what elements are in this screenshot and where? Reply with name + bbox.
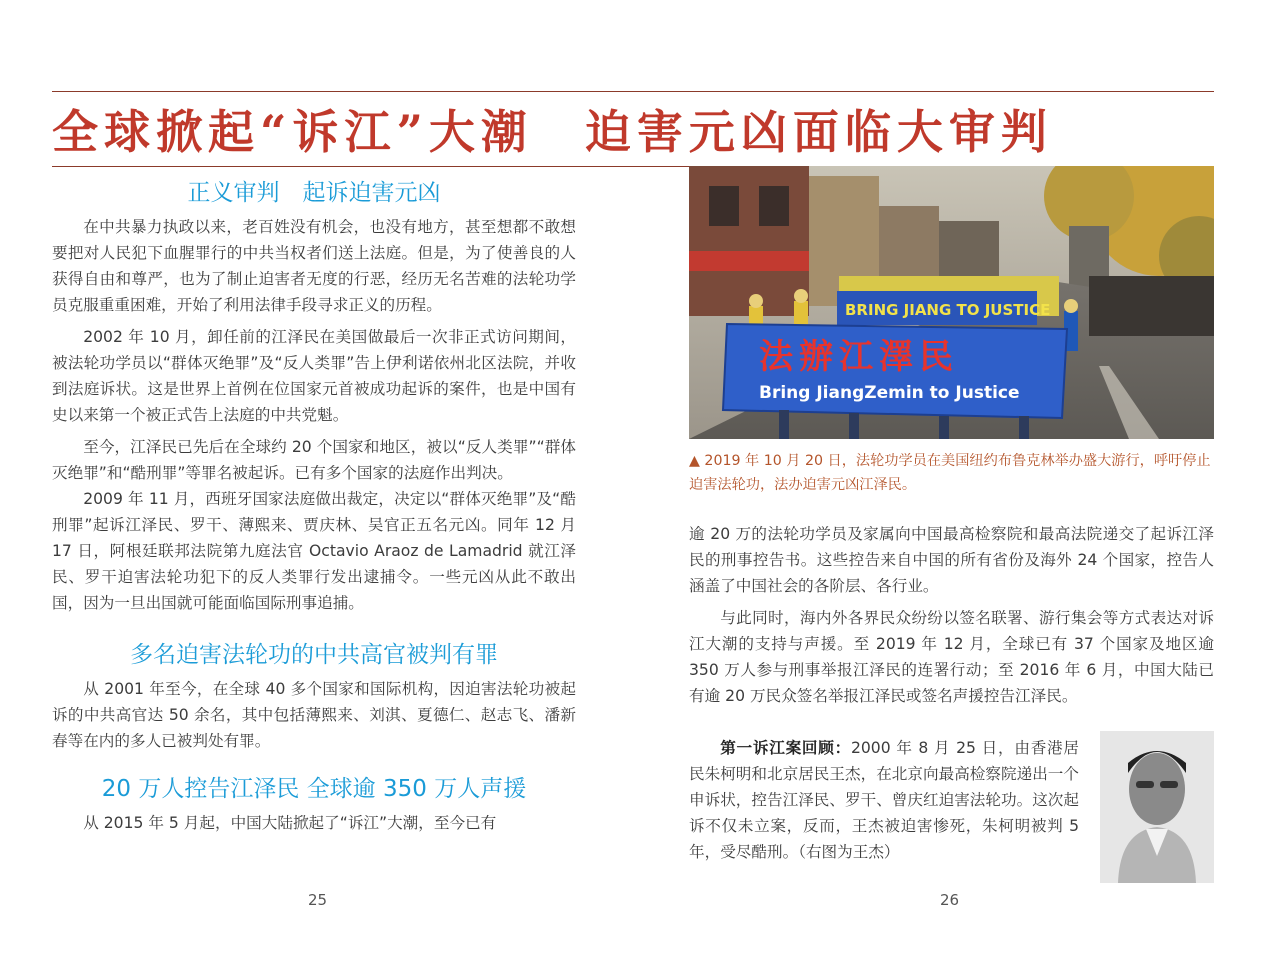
left-column bbox=[52, 176, 576, 836]
section1-paragraph: 至今，江泽民已先后在全球约 20 个国家和地区，被以“反人类罪”“群体灭绝罪”和“酷刑罪”等罪名被起诉。已有多个国家的法庭作出判决。 bbox=[52, 438, 576, 482]
case-review-paragraph bbox=[689, 735, 1079, 865]
section3-body bbox=[52, 810, 576, 836]
page-number-right: 26 bbox=[940, 891, 960, 909]
right-paragraph: 与此同时，海内外各界民众纷纷以签名联署、游行集会等方式表达对诉江大潮的支持与声援。至 2019 年 12 月，全球已有 37 个国家及地区逾 350 万人参与刑事举报江泽民的连署行动；至 2016 年 6 月，中国大陆已有逾 20 万民众签名举报江泽民或签名声援控告江泽民。 bbox=[689, 609, 1214, 705]
section1-body bbox=[52, 214, 576, 616]
page-title: 全球掀起“诉江”大潮 迫害元凶面临大审判 bbox=[52, 105, 1053, 159]
back-banner-text: BRING JIANG TO JUSTICE bbox=[845, 301, 1051, 319]
case-review-label: 第一诉江案回顾： bbox=[720, 739, 851, 757]
section1-paragraph: 2002 年 10 月，卸任前的江泽民在美国做最后一次非正式访问期间，被法轮功学员以“群体灭绝罪”及“反人类罪”告上伊利诺依州北区法院，并收到法庭诉状。这是世界上首例在位国家元首被成功起诉的案件，也是中国有史以来第一个被正式告上法庭的中共党魁。 bbox=[52, 328, 576, 424]
section2-heading: 多名迫害法轮功的中共高官被判有罪 bbox=[130, 642, 498, 668]
parade-photo-illustration bbox=[689, 166, 1214, 439]
photo-caption: ▲ 2019 年 10 月 20 日，法轮功学员在美国纽约布鲁克林举办盛大游行，呼吁停止迫害法轮功，法办迫害元凶江泽民。 bbox=[689, 453, 1211, 493]
right-column bbox=[689, 521, 1214, 709]
section3-heading: 20 万人控告江泽民 全球逾 350 万人声援 bbox=[101, 776, 527, 802]
top-rule bbox=[52, 91, 1214, 92]
portrait-illustration bbox=[1100, 731, 1214, 883]
front-banner-cn: 法辦江澤民 bbox=[759, 337, 959, 377]
case-review bbox=[689, 735, 1079, 865]
section2-body bbox=[52, 676, 576, 754]
front-banner-en: Bring JiangZemin to Justice bbox=[759, 383, 1020, 403]
parade-photo bbox=[689, 166, 1214, 439]
page-number-left: 25 bbox=[308, 891, 328, 909]
section1-heading: 正义审判 起诉迫害元凶 bbox=[187, 180, 441, 206]
section1-paragraph: 在中共暴力执政以来，老百姓没有机会，也没有地方，甚至想都不敢想要把对人民犯下血腥罪行的中共当权者们送上法庭。但是，为了使善良的人获得自由和尊严，也为了制止迫害者无度的行恶，经历无名苦难的法轮功学员克服重重困难，开始了利用法律手段寻求正义的历程。 bbox=[52, 218, 576, 314]
section3-paragraph: 从 2015 年 5 月起，中国大陆掀起了“诉江”大潮，至今已有 bbox=[83, 814, 497, 832]
case-review-text: 2000 年 8 月 25 日，由香港居民朱柯明和北京居民王杰，在北京向最高检察院递出一个申诉状，控告江泽民、罗干、曾庆红迫害法轮功。这次起诉不仅未立案，反而，王杰被迫害惨死，朱柯明被判 5 年，受尽酷刑。（右图为王杰） bbox=[689, 739, 1079, 861]
wang-jie-portrait bbox=[1100, 731, 1214, 883]
section1-paragraph: 2009 年 11 月，西班牙国家法庭做出裁定，决定以“群体灭绝罪”及“酷刑罪”起诉江泽民、罗干、薄熙来、贾庆林、吴官正五名元凶。同年 12 月 17 日，阿根廷联邦法院第九庭法官 Octavio Araoz de Lamadrid 就江泽民、罗干迫害法轮功犯下的反人类罪行发出逮捕令。一些元凶从此不敢出国，因为一旦出国就可能面临国际刑事追捕。 bbox=[52, 490, 576, 612]
right-paragraph: 逾 20 万的法轮功学员及家属向中国最高检察院和最高法院递交了起诉江泽民的刑事控告书。这些控告来自中国的所有省份及海外 24 个国家，控告人涵盖了中国社会的各阶层、各行业。 bbox=[689, 525, 1214, 595]
section2-paragraph: 从 2001 年至今，在全球 40 多个国家和国际机构，因迫害法轮功被起诉的中共高官达 50 余名，其中包括薄熙来、刘淇、夏德仁、赵志飞、潘新春等在内的多人已被判处有罪。 bbox=[52, 680, 576, 750]
